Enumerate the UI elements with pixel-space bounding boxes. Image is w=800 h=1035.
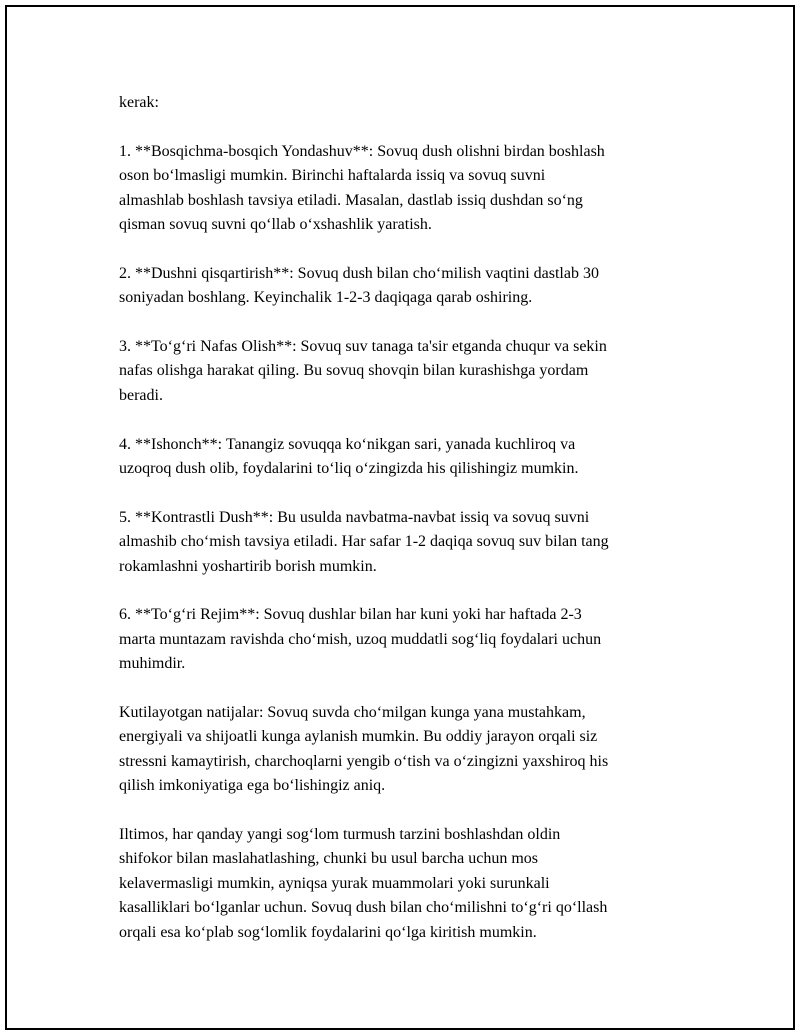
list-item: 5. **Kontrastli Dush**: Bu usulda navbatma-navbat issiq va sovuq suvni almashib cho‘mish tavsiya etiladi. Har safar 1-2 daqiqa sovuq suv bilan tang rokamlashni yoshartirib borish mumkin. [119, 508, 609, 575]
list-item: 3. **To‘g‘ri Nafas Olish**: Sovuq suv tanaga ta'sir etganda chuqur va sekin nafas olishga harakat qiling. Bu sovuq shovqin bilan kurashishga yordam beradi. [119, 338, 607, 404]
document-body [119, 91, 694, 969]
list-item: 2. **Dushni qisqartirish**: Sovuq dush bilan cho‘milish vaqtini dastlab 30 soniyadan boshlang. Keyinchalik 1-2-3 daqiqaga qarab oshiring. [119, 264, 599, 307]
list-item: 4. **Ishonch**: Tanangiz sovuqqa ko‘nikgan sari, yanada kuchliroq va uzoqroq dush olib, foydalarini to‘liq o‘zingizda his qilishingiz mumkin. [119, 435, 579, 478]
disclaimer-paragraph: Iltimos, har qanday yangi sog‘lom turmush tarzini boshlashdan oldin shifokor bilan maslahatlashing, chunki bu usul barcha uchun mos kelavermasligi mumkin, ayniqsa yurak muammolari yoki surunkali kasalliklari bo‘lganlar uchun. Sovuq dush bilan cho‘milishni to‘g‘ri qo‘llash orqali esa ko‘plab sog‘lomlik foydalarini qo‘lga kiritish mumkin. [119, 826, 608, 941]
document-page [5, 5, 795, 1030]
list-item: 6. **To‘g‘ri Rejim**: Sovuq dushlar bilan har kuni yoki har haftada 2-3 marta muntazam ravishda cho‘mish, uzoq muddatli sog‘liq foydalari uchun muhimdir. [119, 606, 602, 673]
intro-text: kerak: [119, 94, 159, 111]
list-item: 1. **Bosqichma-bosqich Yondashuv**: Sovuq dush olishni birdan boshlash oson bo‘lmasligi mumkin. Birinchi haftalarda issiq va sovuq suvni almashlab boshlash tavsiya etiladi. Masalan, dastlab issiq dushdan so‘ng qisman sovuq suvni qo‘llab o‘xshashlik yaratish. [119, 142, 605, 234]
results-paragraph: Kutilayotgan natijalar: Sovuq suvda cho‘milgan kunga yana mustahkam, energiyali va shijoatli kunga aylanish mumkin. Bu oddiy jarayon orqali siz stressni kamaytirish, charchoqlarni yengib o‘tish va o‘zingizni yaxshiroq his qilish imkoniyatiga ega bo‘lishingiz aniq. [119, 704, 609, 795]
